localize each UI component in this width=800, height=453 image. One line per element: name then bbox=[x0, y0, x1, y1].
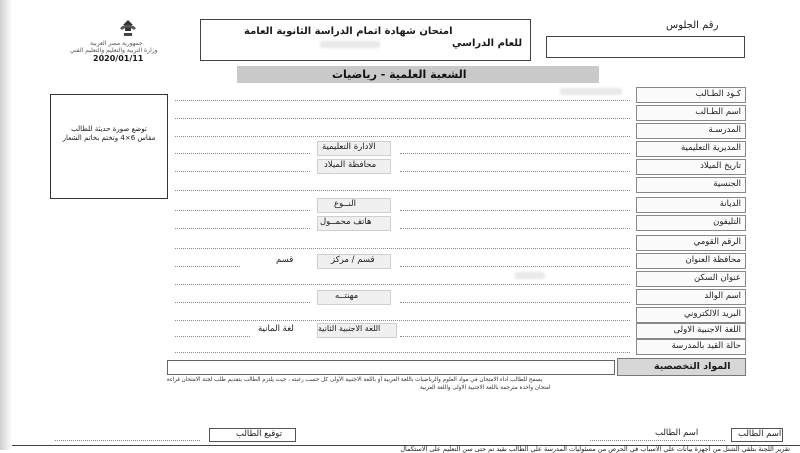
enrollment-status-field[interactable] bbox=[175, 352, 630, 353]
father-name-field[interactable] bbox=[400, 302, 630, 303]
label-phone: التليفون bbox=[636, 215, 746, 231]
first-language-field[interactable] bbox=[400, 336, 630, 337]
student-name-sign-field[interactable] bbox=[590, 440, 725, 441]
label-national-id: الرقم القومي bbox=[636, 235, 746, 251]
second-lang-label: اللغة الاجنبية الثانية bbox=[318, 324, 381, 333]
issue-date: 2020/01/11 bbox=[93, 54, 144, 63]
gender-field[interactable] bbox=[175, 210, 310, 211]
birth-date-field[interactable] bbox=[400, 171, 630, 172]
national-id-field[interactable] bbox=[175, 248, 630, 249]
student-signature-label: توقيع الطالب bbox=[236, 429, 283, 439]
student-name-sign-text: اسم الطالب bbox=[655, 428, 699, 438]
student-name-sign-label: اسم الطالب bbox=[738, 429, 782, 439]
profession-label: مهنتــه bbox=[335, 291, 359, 301]
gender-label: النــوع bbox=[334, 199, 356, 209]
nationality-field[interactable] bbox=[175, 190, 630, 191]
address-gov-field[interactable] bbox=[400, 266, 630, 267]
student-signature-field[interactable] bbox=[55, 440, 200, 441]
home-address-field[interactable] bbox=[175, 284, 630, 285]
seat-number-field[interactable] bbox=[546, 36, 745, 58]
section-label: قسم bbox=[276, 255, 294, 265]
specialized-subjects-box[interactable] bbox=[167, 360, 615, 375]
district-field[interactable] bbox=[175, 266, 240, 267]
german-value: لغة المانية bbox=[258, 324, 294, 334]
label-nationality: الجنسية bbox=[636, 177, 746, 193]
student-code-value bbox=[560, 88, 622, 95]
label-first-language: اللغة الاجنبية الاولى bbox=[636, 323, 746, 339]
birth-gov-field[interactable] bbox=[175, 171, 310, 172]
specialized-subjects-label: المواد التخصصية bbox=[654, 361, 731, 372]
photo-note: توضع صورة حديثة للطالب مقاس 6×4 وتختم بخاتم الشعار bbox=[62, 125, 156, 142]
school-field[interactable] bbox=[175, 136, 630, 137]
academic-year-label: للعام الدراسي bbox=[452, 38, 523, 49]
academic-year-value bbox=[320, 41, 380, 48]
label-enrollment-status: حالة القيد بالمدرسة bbox=[636, 339, 746, 355]
edu-admin-field[interactable] bbox=[175, 153, 310, 154]
label-address-gov: محافظة العنوان bbox=[636, 253, 746, 269]
edu-admin-label: الادارة التعليمية bbox=[322, 142, 376, 152]
exam-title: امتحان شهادة اتمام الدراسة الثانوية العامة bbox=[244, 26, 453, 37]
student-name-field[interactable] bbox=[175, 118, 630, 119]
label-home-address: عنوان السكن bbox=[636, 271, 746, 287]
footer-note: تقرير اللجنة بتلقي الشتل من اجهزة بيانات علي الاسباب في الحرص من مسئوليات المدرسة علي الطالب بقيد تم حتى سن التعليم على الاستكمال bbox=[400, 445, 790, 453]
note-line-2: امتحان واحدة مترجمة باللغة الاجنبية الاولى واللغة العربية bbox=[420, 385, 551, 391]
home-address-value bbox=[515, 272, 545, 279]
label-student-name: اسم الطـالب bbox=[636, 105, 746, 121]
ministry-line-2: وزارة التربية والتعليم والتعليم الفني bbox=[70, 47, 158, 54]
ministry-line-1: جمهورية مصر العربية bbox=[90, 40, 143, 47]
label-birth-date: تاريخ الميلاد bbox=[636, 159, 746, 175]
label-email: البريد الالكتروني bbox=[636, 307, 746, 323]
note-line-1: يسمح للطالب اداء الامتحان في مواد العلوم والرياضيات باللغة العربية أو باللغة الاجنبية الأولى كل حسب رغبته ، حيث يلتزم الطالب بتقديم طلب لجنة الامتحان قراءة bbox=[167, 377, 543, 383]
label-edu-directorate: المديرية التعليمية bbox=[636, 141, 746, 157]
label-father-name: اسم الوالد bbox=[636, 289, 746, 305]
edu-directorate-field[interactable] bbox=[400, 153, 630, 154]
seat-number-label: رقم الجلوس bbox=[666, 20, 719, 31]
label-school: المدرسـة bbox=[636, 123, 746, 139]
phone-field[interactable] bbox=[400, 228, 630, 229]
district-label: قسم / مركز bbox=[331, 255, 375, 265]
birth-gov-label: محافظة الميلاد bbox=[324, 160, 377, 170]
left-edge-shadow bbox=[0, 0, 12, 450]
photo-box[interactable] bbox=[50, 94, 168, 199]
student-code-field[interactable] bbox=[175, 100, 630, 101]
label-religion: الديانة bbox=[636, 197, 746, 213]
email-field[interactable] bbox=[175, 320, 630, 321]
label-student-code: كـود الطـالب bbox=[636, 87, 746, 103]
second-lang-field[interactable] bbox=[175, 336, 250, 337]
ministry-logo bbox=[115, 18, 141, 40]
profession-field[interactable] bbox=[175, 302, 310, 303]
section-title: الشعبة العلمية - رياضيات bbox=[332, 68, 467, 81]
mobile-label: هاتف محمــول bbox=[320, 217, 372, 227]
religion-field[interactable] bbox=[400, 210, 630, 211]
mobile-field[interactable] bbox=[175, 228, 310, 229]
